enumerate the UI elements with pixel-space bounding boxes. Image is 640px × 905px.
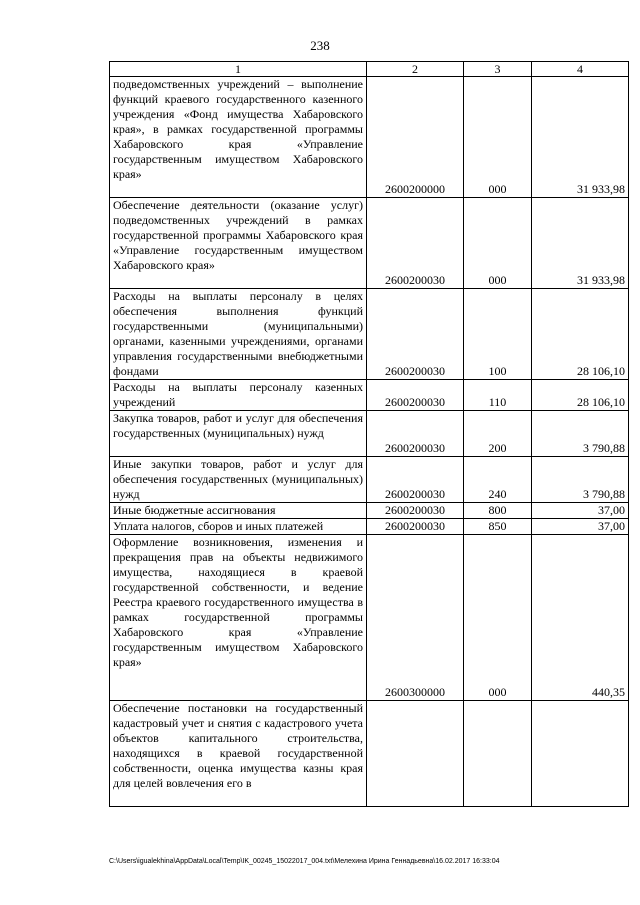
row-sum: 37,00 (532, 519, 629, 535)
header-col-3: 3 (464, 62, 532, 77)
row-vr: 000 (464, 198, 532, 289)
table-row (110, 198, 629, 289)
budget-table (109, 61, 629, 807)
row-name: Иные бюджетные ассигнования (110, 503, 367, 519)
row-name: Расходы на выплаты персоналу в целях обеспечения выполнения функций государственными (муниципальными) органами, казенными учреждениями, органами управления государственными внебюджетными фондами (110, 289, 367, 380)
row-code: 2600200030 (367, 380, 464, 411)
page-number: 238 (310, 38, 330, 53)
row-code: 2600200030 (367, 289, 464, 380)
row-sum: 440,35 (532, 535, 629, 701)
row-vr (464, 701, 532, 807)
table-row (110, 457, 629, 503)
row-name: Закупка товаров, работ и услуг для обеспечения государственных (муниципальных) нужд (110, 411, 367, 457)
header-col-4: 4 (532, 62, 629, 77)
row-vr: 800 (464, 503, 532, 519)
row-sum: 28 106,10 (532, 380, 629, 411)
row-sum: 3 790,88 (532, 457, 629, 503)
table-row (110, 77, 629, 198)
table-header-row (110, 62, 629, 77)
row-code: 2600200030 (367, 519, 464, 535)
row-code: 2600200030 (367, 457, 464, 503)
header-col-1: 1 (110, 62, 367, 77)
table-row (110, 701, 629, 807)
row-code: 2600200030 (367, 503, 464, 519)
row-vr: 240 (464, 457, 532, 503)
row-code: 2600200030 (367, 198, 464, 289)
row-name: Уплата налогов, сборов и иных платежей (110, 519, 367, 535)
row-sum: 31 933,98 (532, 198, 629, 289)
row-code: 2600200030 (367, 411, 464, 457)
row-code (367, 701, 464, 807)
row-vr: 200 (464, 411, 532, 457)
row-sum: 31 933,98 (532, 77, 629, 198)
row-code: 2600300000 (367, 535, 464, 701)
row-vr: 100 (464, 289, 532, 380)
table-row (110, 289, 629, 380)
row-sum: 28 106,10 (532, 289, 629, 380)
row-name: Обеспечение деятельности (оказание услуг) подведомственных учреждений в рамках государственной программы Хабаровского края «Управление государственным имуществом Хабаровского края» (110, 198, 367, 289)
file-path-footer: C:\Users\igualekhina\AppData\Local\Temp\IK_00245_15022017_004.txt\Мелехина Ирина Геннадьевна\16.02.2017 16:33:04 (109, 858, 500, 865)
row-vr: 000 (464, 77, 532, 198)
row-vr: 000 (464, 535, 532, 701)
row-sum: 37,00 (532, 503, 629, 519)
row-name: Обеспечение постановки на государственный кадастровый учет и снятия с кадастрового учета объектов капитального строительства, находящихся в краевой государственной собственности, оценка имущества казны края для целей вовлечения его в (110, 701, 367, 807)
table-row (110, 411, 629, 457)
row-name: Расходы на выплаты персоналу казенных учреждений (110, 380, 367, 411)
row-name: Иные закупки товаров, работ и услуг для обеспечения государственных (муниципальных) нужд (110, 457, 367, 503)
row-name: Оформление возникновения, изменения и прекращения прав на объекты недвижимого имущества, находящиеся в краевой государственной собственности, и ведение Реестра краевого государственного имущества в рамках государственной программы Хабаровского края «Управление государственным имуществом Хабаровского края» (110, 535, 367, 701)
row-sum (532, 701, 629, 807)
table-row (110, 503, 629, 519)
row-vr: 850 (464, 519, 532, 535)
table-row (110, 535, 629, 701)
header-col-2: 2 (367, 62, 464, 77)
row-vr: 110 (464, 380, 532, 411)
table-row (110, 380, 629, 411)
row-sum: 3 790,88 (532, 411, 629, 457)
row-name: подведомственных учреждений – выполнение функций краевого государственного казенного учреждения «Фонд имущества Хабаровского края», в рамках государственной программы Хабаровского края «Управление государственным имуществом Хабаровского края» (110, 77, 367, 198)
row-code: 2600200000 (367, 77, 464, 198)
table-row (110, 519, 629, 535)
